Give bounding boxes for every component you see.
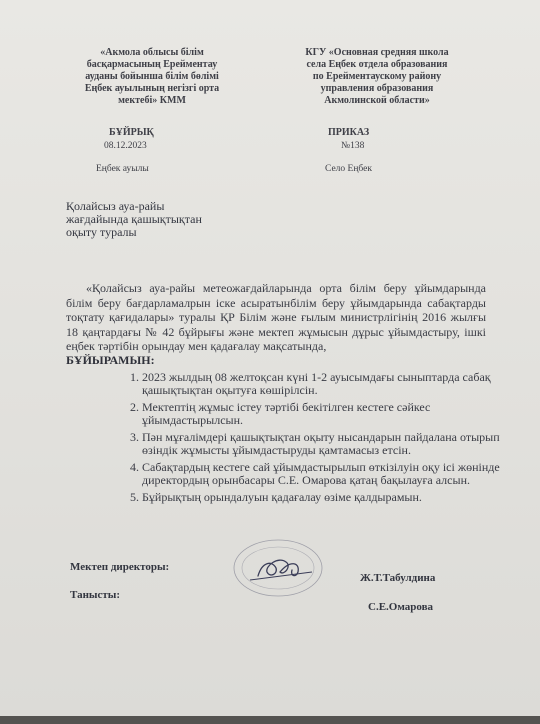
header-line: Акмолинской области» <box>324 95 430 106</box>
header-line: басқармасының Ерейментау <box>86 59 218 70</box>
director-label: Мектеп директоры: <box>70 561 170 573</box>
order-date: 08.12.2023 <box>104 141 147 151</box>
header-line: мектебі» КММ <box>118 95 186 106</box>
signature-icon <box>220 532 330 602</box>
title-line: Қолайсыз ауа-райы <box>66 199 165 213</box>
header-line: управления образования <box>320 83 434 94</box>
order-item: 3. Пән мұғалімдері қашықтықтан оқыту нысандарын пайдалана отырып өзіндік жұмысты ұйымдастыруды қамтамасыз етсін. <box>142 431 514 457</box>
director-name: Ж.Т.Табулдина <box>360 572 436 584</box>
title-line: оқыту туралы <box>66 225 137 239</box>
header-left-kz <box>62 47 242 107</box>
bottom-edge <box>0 716 540 724</box>
order-item: 2. Мектептің жұмыс істеу тәртібі бекітілген кестеге сәйкес ұйымдастырылсын. <box>142 401 514 427</box>
acquainted-name: С.Е.Омарова <box>368 601 434 613</box>
order-item: 4. Сабақтардың кестеге сай ұйымдастырылып өткізілуін оқу ісі жөнінде директордың орынбасары С.Е. Омарова қатаң бақылауға алсын. <box>142 461 514 487</box>
header-line: КГУ «Основная средняя школа <box>305 47 449 58</box>
order-label-ru: ПРИКАЗ <box>328 127 370 138</box>
preamble-text: «Қолайсыз ауа-райы метеожағдайларында орта білім беру ұйымдарында білім беру бағдарламалрын іске асыратынбілім беру ұйымдарында сабақтарды тоқтату қағидалары» туралы ҚР Білім және ғылым министрлігінің 2016 жылғы 18 қаңтардағы № 42 бұйрығы және мектеп жұмысын дұрыс ұйымдастыру, ішкі еңбек тәртібін орындау мен қадағалау мақсатында, <box>66 281 486 353</box>
place-kz: Еңбек ауылы <box>96 164 149 174</box>
order-item: 5. Бұйрықтың орындалуын қадағалау өзіме қалдырамын. <box>142 491 514 504</box>
order-number: №138 <box>341 141 365 151</box>
place-ru: Село Еңбек <box>325 164 372 174</box>
header-line: села Еңбек отдела образования <box>306 59 448 70</box>
header-line: Еңбек ауылының негізгі орта <box>84 83 220 94</box>
order-item: 1. 2023 жылдың 08 желтоқсан күні 1-2 ауысымдағы сыныптарда сабақ қашықтықтан оқытуға көшірілсін. <box>142 371 514 397</box>
order-word: БҰЙЫРАМЫН: <box>66 353 155 367</box>
order-items <box>118 371 514 508</box>
header-right-ru <box>283 47 471 107</box>
title-line: жағдайында қашықтықтан <box>66 212 202 226</box>
order-label-kz: БҰЙРЫҚ <box>109 127 154 138</box>
header-line: ауданы бойынша білім бөлімі <box>85 71 219 82</box>
header-line: «Акмола облысы білім <box>100 47 204 58</box>
acquainted-label: Танысты: <box>70 589 121 601</box>
order-title <box>66 200 296 239</box>
header-line: по Ерейментаускому району <box>312 71 442 82</box>
